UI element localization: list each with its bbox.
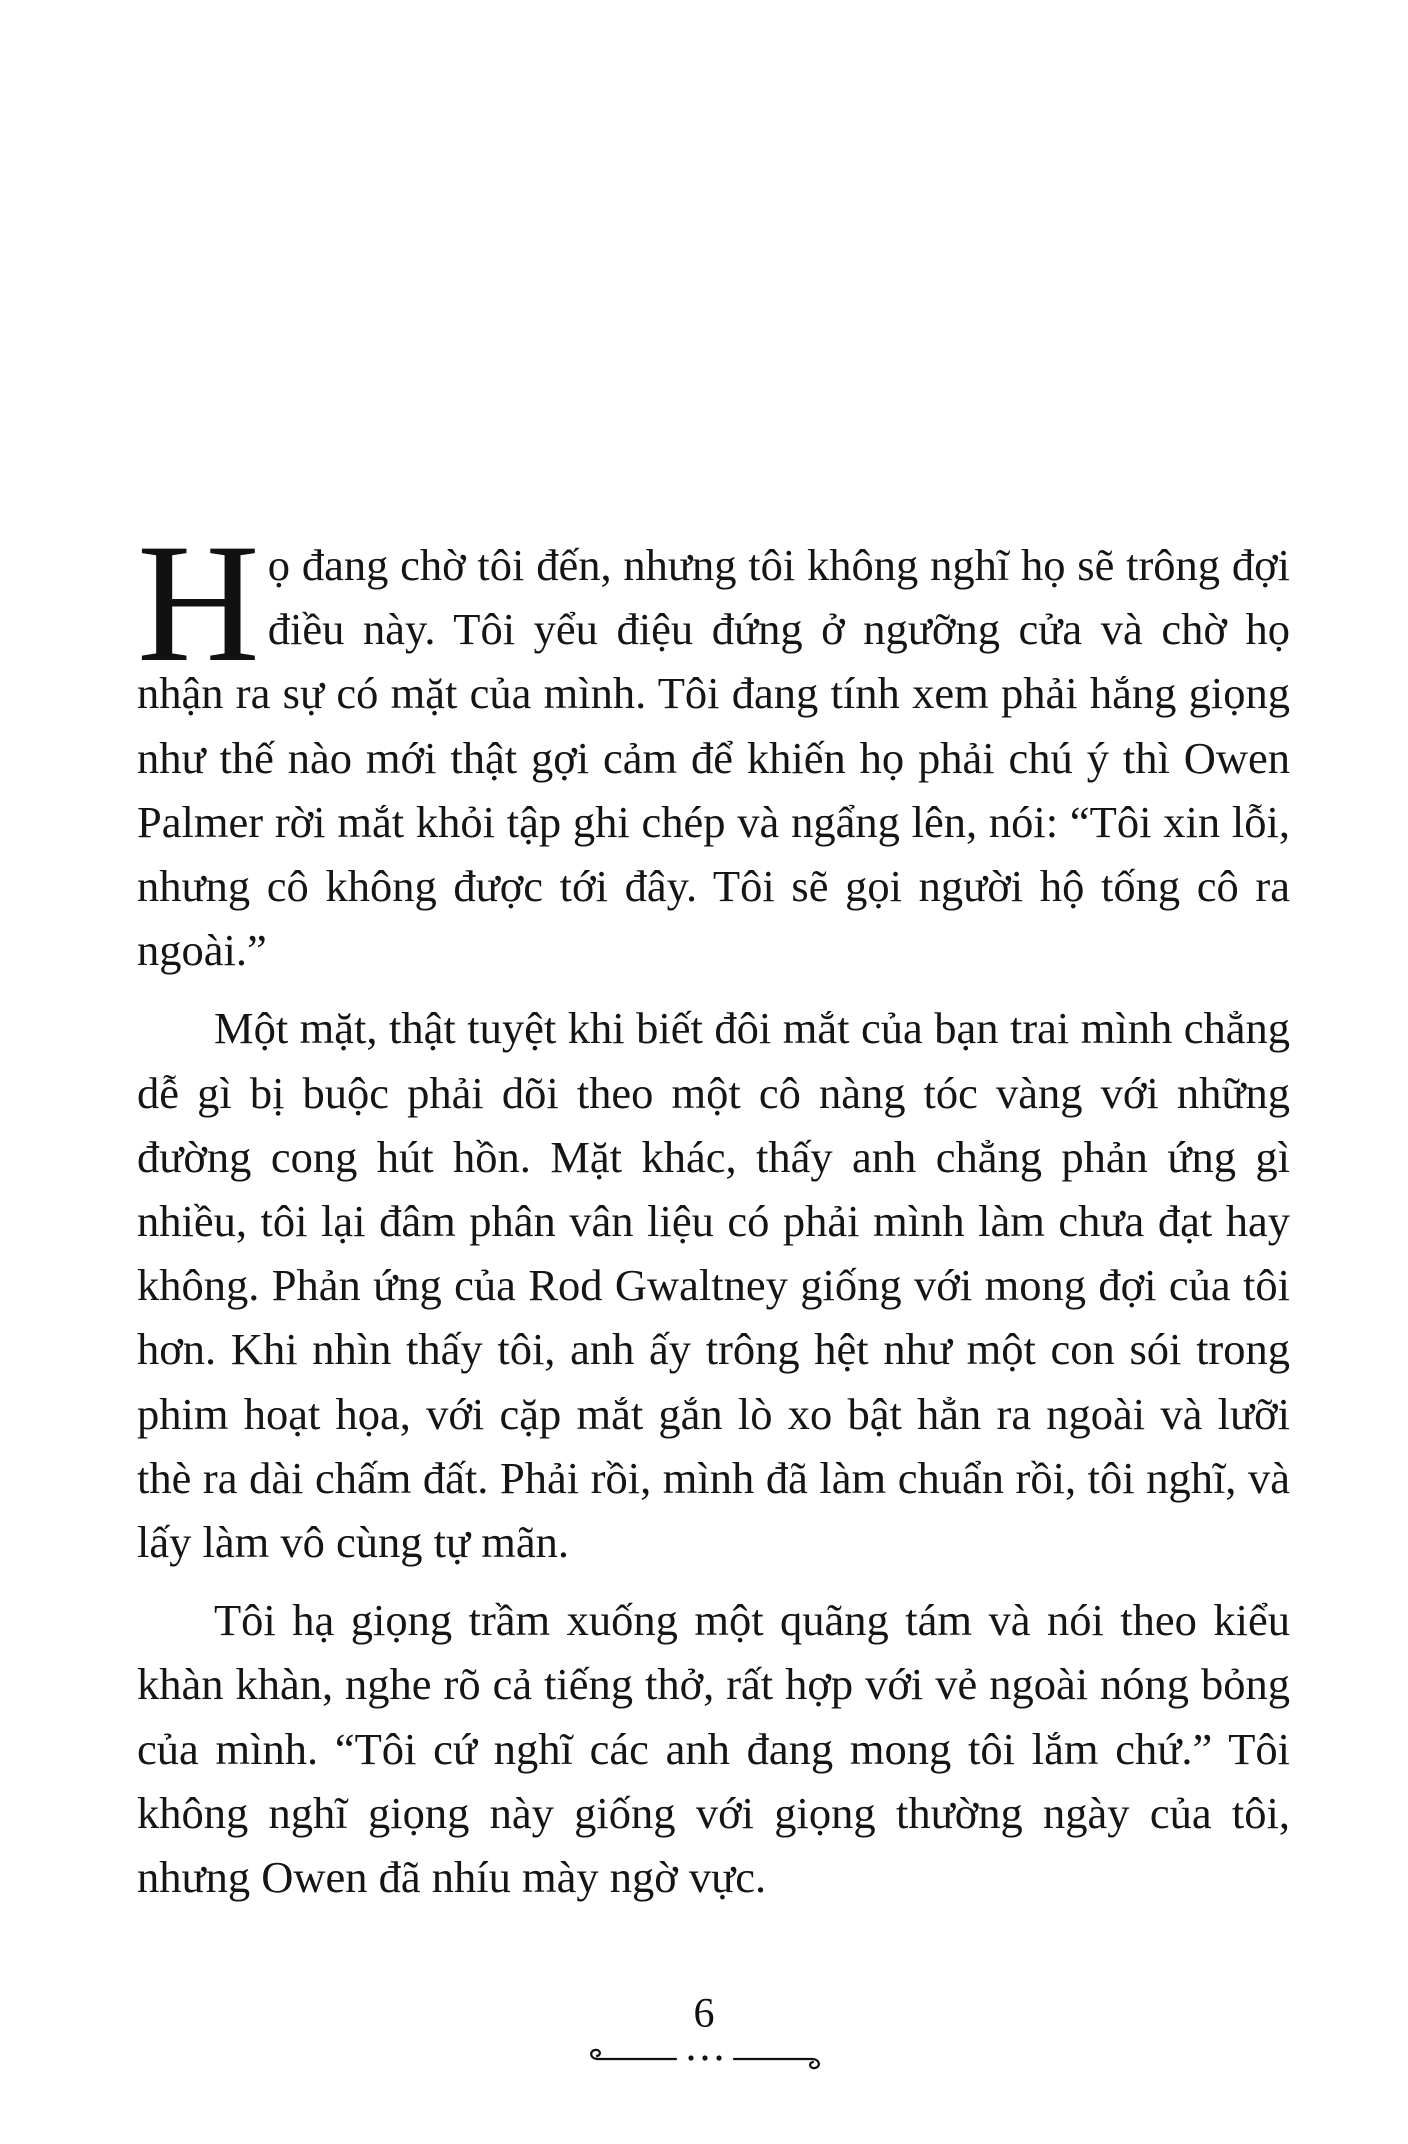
body-text [137, 509, 1290, 1923]
page-number: 6 [693, 1991, 715, 2037]
paragraph-2: Một mặt, thật tuyệt khi biết đôi mắt của bạn trai mình chẳng dễ gì bị buộc phải dõi theo một cô nàng tóc vàng với những đường cong hút hồn. Mặt khác, thấy anh chẳng phản ứng gì nhiều, tôi lại đâm phân vân liệu có phải mình làm chưa đạt hay không. Phản ứng của Rod Gwaltney giống với mong đợi của tôi hơn. Khi nhìn thấy tôi, anh ấy trông hệt như một con sói trong phim hoạt họa, với cặp mắt gắn lò xo bật hẳn ra ngoài và lưỡi thè ra dài chấm đất. Phải rồi, mình đã làm chuẩn rồi, tôi nghĩ, và lấy làm vô cùng tự mãn. [137, 1003, 1290, 1568]
page-ornament-icon [584, 2043, 828, 2073]
paragraph-1 [137, 509, 1290, 982]
paragraph-1-text: ọ đang chờ tôi đến, nhưng tôi không nghĩ họ sẽ trông đợi điều này. Tôi yểu điệu đứng ở ngưỡng cửa và chờ họ nhận ra sự có mặt của mình. Tôi đang tính xem phải hắng giọng như thế nào mới thật gợi cảm để khiến họ phải chú ý thì Owen Palmer rời mắt khỏi tập ghi chép và ngẩng lên, nói: “Tôi xin lỗi, nhưng cô không được tới đây. Tôi sẽ gọi người hộ tống cô ra ngoài.” [137, 540, 1290, 976]
drop-cap: H [137, 509, 260, 697]
paragraph-3: Tôi hạ giọng trầm xuống một quãng tám và nói theo kiểu khàn khàn, nghe rõ cả tiếng thở, rất hợp với vẻ ngoài nóng bỏng của mình. “Tôi cứ nghĩ các anh đang mong tôi lắm chứ.” Tôi không nghĩ giọng này giống với giọng thường ngày của tôi, nhưng Owen đã nhíu mày ngờ vực. [137, 1595, 1290, 1903]
